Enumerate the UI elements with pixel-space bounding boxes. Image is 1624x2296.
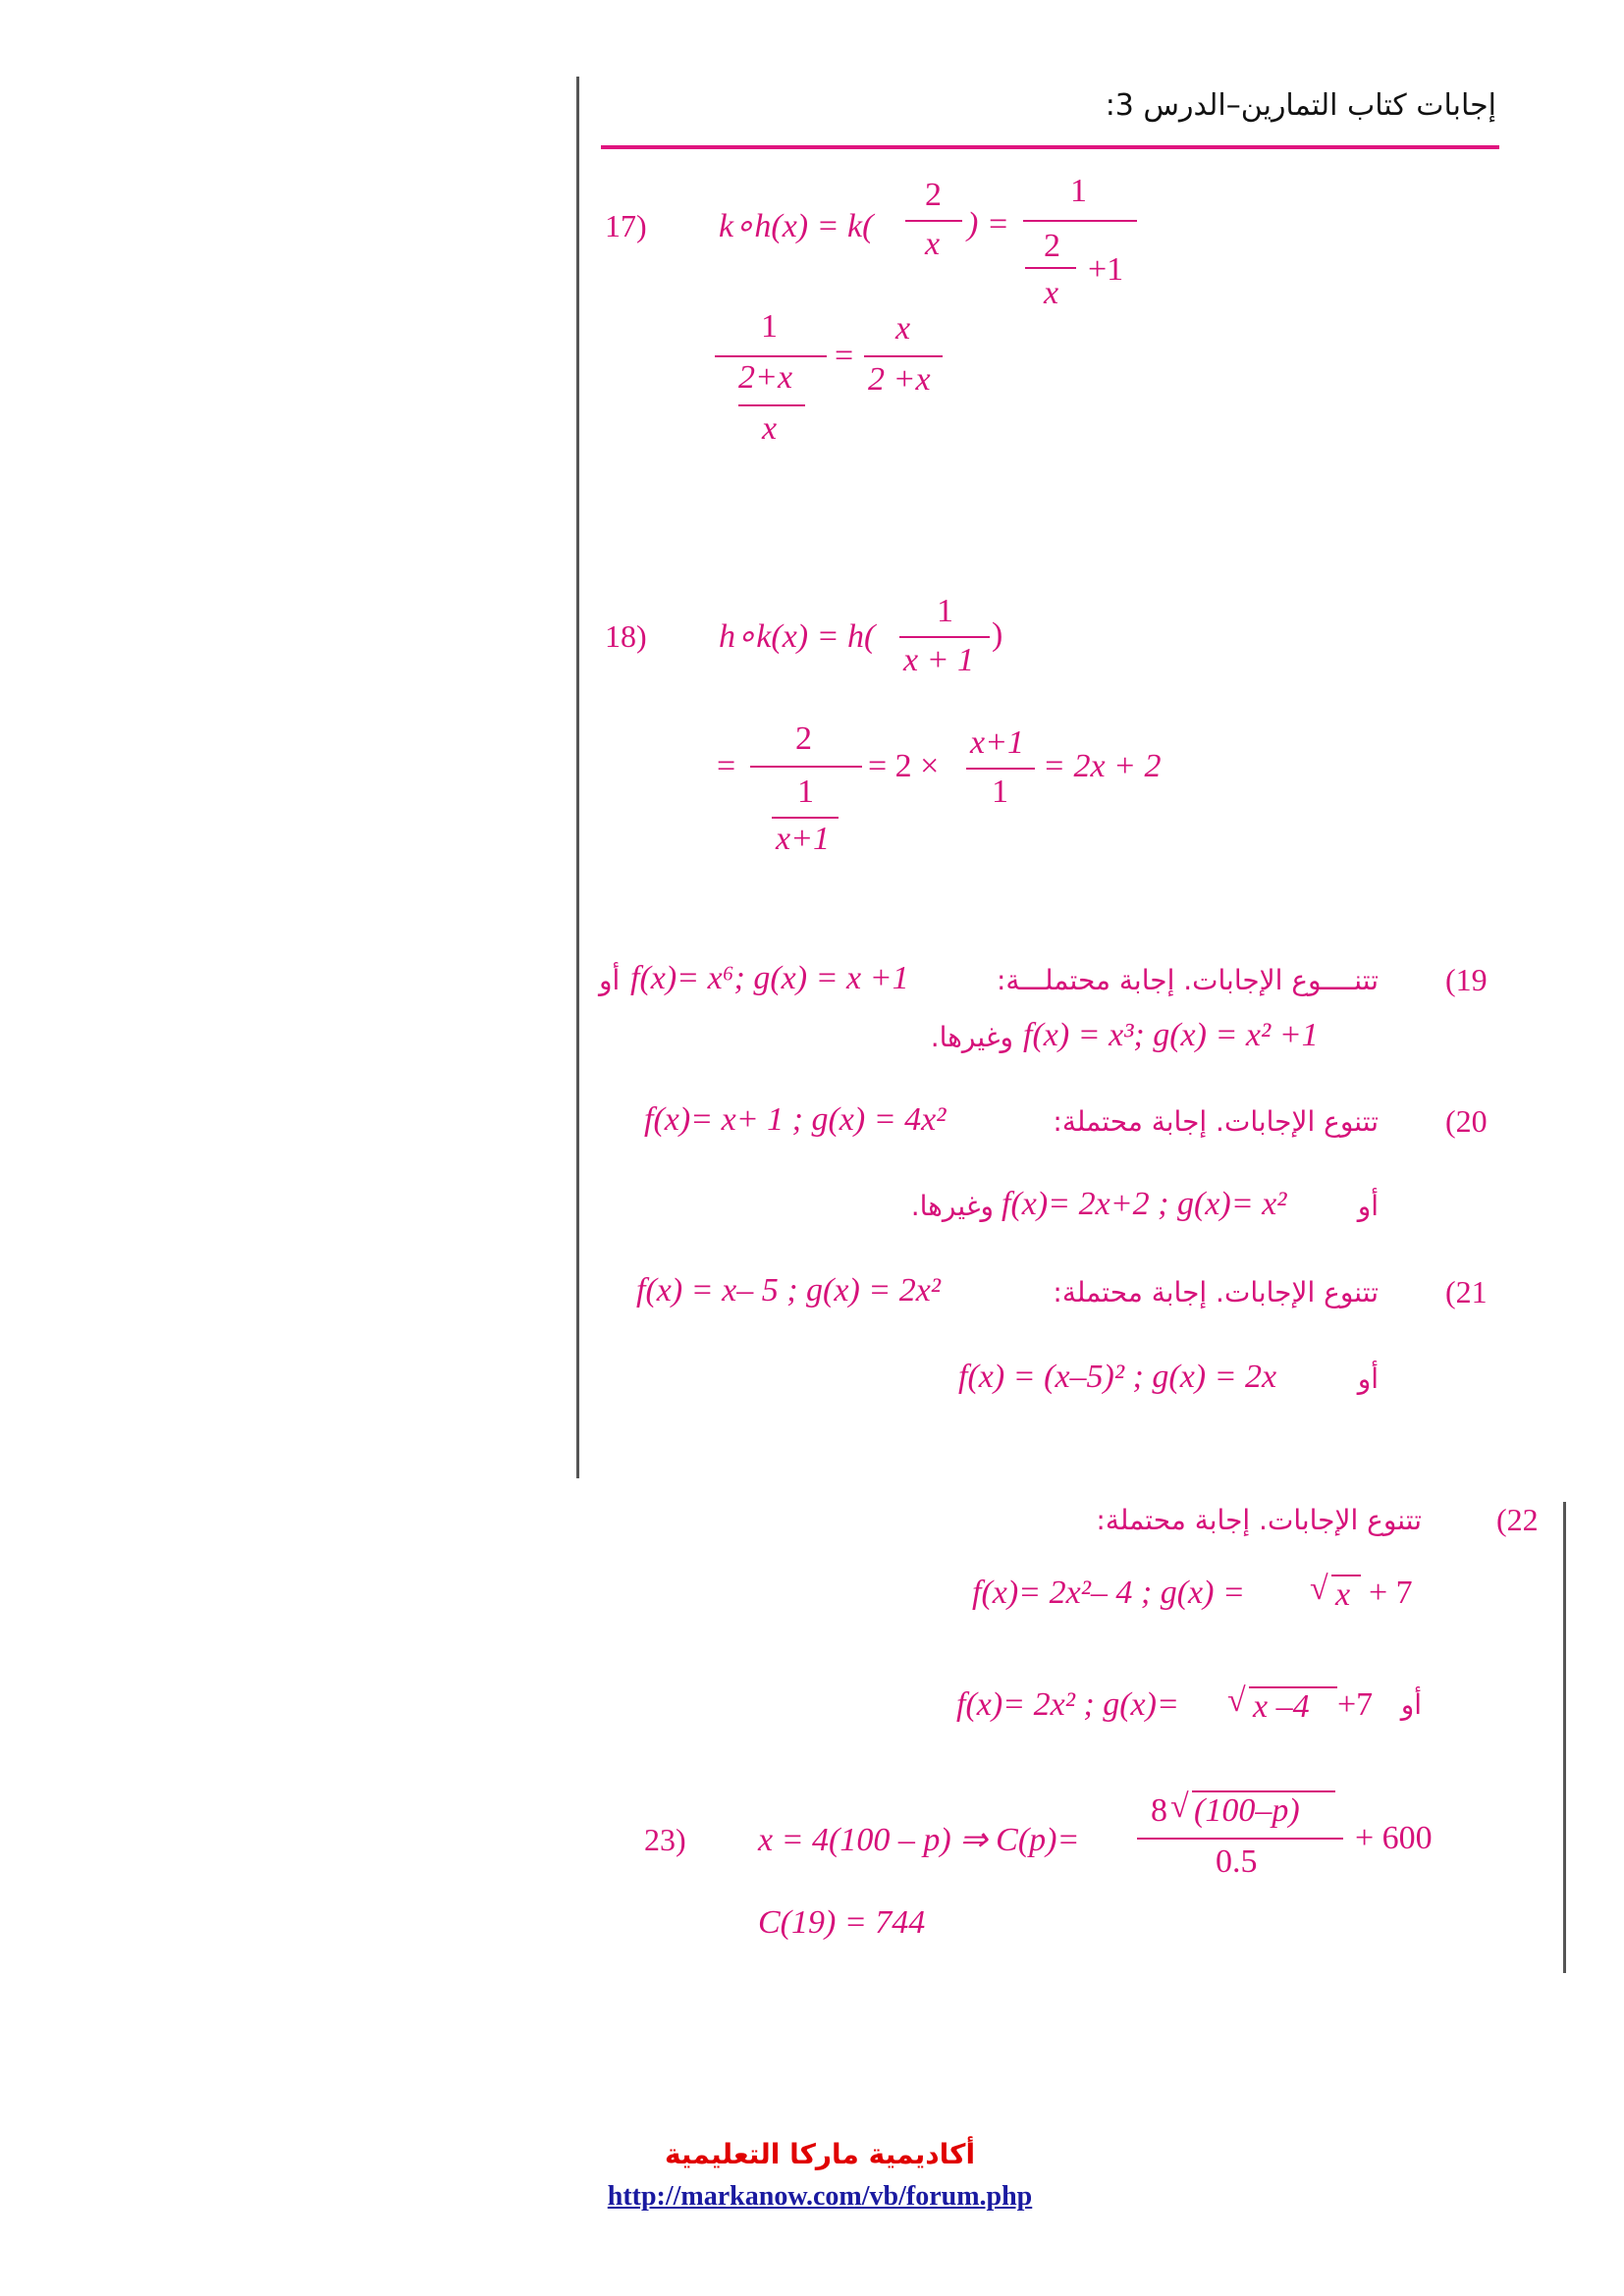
ex19-others: وغيرها. — [930, 1021, 1013, 1053]
ex18-l2-bar — [750, 766, 862, 768]
ex17-inner-den: x — [1044, 275, 1059, 311]
ex23-plus600: + 600 — [1355, 1820, 1433, 1856]
ex17-l2-inner-num: 2+x — [738, 359, 793, 396]
ex21-intro: تتنوع الإجابات. إجابة محتملة: — [1053, 1276, 1379, 1308]
ex18-l2-eq: = — [717, 748, 736, 784]
ex22-answer2: f(x)= 2x² ; g(x)= — [956, 1686, 1179, 1723]
ex18-frac-bar — [899, 636, 990, 638]
ex17-inner-bar — [1025, 267, 1076, 269]
ex22-sqrt-sign: √ — [1310, 1571, 1328, 1607]
ex23-num-coef: 8 — [1151, 1792, 1167, 1829]
ex19-or: أو — [599, 964, 621, 996]
ex19-number: (19 — [1445, 962, 1488, 997]
ex19-intro: تتنــــوع الإجابات. إجابة محتملـــة: — [996, 964, 1379, 996]
ex20-or: أو — [1357, 1190, 1379, 1222]
ex23-frac-bar — [1137, 1838, 1343, 1840]
ex22-sqrt2-sign: √ — [1227, 1682, 1246, 1719]
ex22-answer1: f(x)= 2x²– 4 ; g(x) = — [972, 1575, 1245, 1611]
ex22-plus7b: +7 — [1337, 1686, 1374, 1723]
ex22-radicand: x — [1335, 1576, 1351, 1613]
ex18-l2-mid: = 2 × — [868, 748, 940, 784]
right-column-divider — [1563, 1502, 1566, 1973]
ex23-num-sqrt: √ — [1170, 1789, 1189, 1825]
ex21-number: (21 — [1445, 1274, 1488, 1309]
ex17-l2-inner-bar — [738, 404, 805, 406]
ex17-l2-bar — [715, 355, 827, 357]
ex17-l2-num: 1 — [761, 308, 778, 345]
ex17-lhs: k∘h(x) = k( — [719, 208, 874, 244]
ex17-frac1-bar — [905, 220, 962, 222]
ex18-l2-in-num: 1 — [797, 774, 814, 810]
ex18-l2-f-den: 1 — [992, 774, 1008, 810]
ex17-l2-res-num: x — [895, 310, 911, 347]
ex18-frac-den: x + 1 — [903, 642, 975, 678]
ex17-inner-plus: +1 — [1088, 251, 1124, 288]
ex18-l2-in-den: x+1 — [776, 821, 831, 857]
ex22-or: أو — [1400, 1688, 1422, 1721]
ex17-frac1-den: x — [925, 226, 941, 262]
ex18-frac-num: 1 — [937, 593, 953, 629]
ex17-number: 17) — [605, 208, 647, 243]
ex20-others: وغيرها. — [910, 1190, 994, 1222]
footer-forum-link[interactable]: http://markanow.com/vb/forum.php — [607, 2181, 1033, 2212]
ex20-answer2: f(x)= 2x+2 ; g(x)= x² — [1001, 1186, 1287, 1222]
ex17-l2-inner-den: x — [762, 410, 778, 447]
ex20-answer1: f(x)= x+ 1 ; g(x) = 4x² — [644, 1101, 947, 1138]
ex17-l2-res-bar — [864, 355, 943, 357]
header-rule — [601, 145, 1499, 149]
ex20-number: (20 — [1445, 1103, 1488, 1139]
ex18-l2-in-bar — [772, 817, 839, 819]
ex18-l2-f-num: x+1 — [970, 724, 1025, 761]
ex23-den: 0.5 — [1216, 1843, 1258, 1880]
footer-academy-name: أكاديمية ماركا التعليمية — [664, 2138, 976, 2170]
ex19-answer1: f(x)= x⁶; g(x) = x +1 — [630, 960, 909, 996]
page-title: إجابات كتاب التمارين–الدرس 3: — [1105, 88, 1496, 123]
ex18-close: ) — [992, 616, 1003, 653]
ex22-number: (22 — [1496, 1502, 1539, 1537]
ex20-intro: تتنوع الإجابات. إجابة محتملة: — [1053, 1105, 1379, 1138]
ex23-num-radicand: (100–p) — [1194, 1792, 1300, 1829]
ex22-intro: تتنوع الإجابات. إجابة محتملة: — [1096, 1504, 1422, 1536]
ex18-number: 18) — [605, 618, 647, 654]
ex17-l2-eq: = — [835, 338, 854, 374]
ex17-l2-res-den: 2 +x — [868, 361, 931, 398]
ex17-inner-num: 2 — [1044, 228, 1060, 264]
left-column-divider — [576, 77, 579, 1478]
ex23-number: 23) — [644, 1822, 686, 1857]
ex22-plus7: + 7 — [1369, 1575, 1413, 1611]
ex18-lhs: h∘k(x) = h( — [719, 618, 876, 655]
ex19-answer2: f(x) = x³; g(x) = x² +1 — [1023, 1017, 1319, 1053]
ex18-l2-end: = 2x + 2 — [1043, 748, 1162, 784]
ex18-l2-num: 2 — [795, 721, 812, 757]
ex18-l2-f-bar — [966, 768, 1035, 770]
ex17-frac1-num: 2 — [925, 177, 942, 213]
ex17-frac2-bar — [1023, 220, 1137, 222]
ex17-close: ) = — [967, 206, 1009, 242]
ex21-answer2: f(x) = (x–5)² ; g(x) = 2x — [958, 1359, 1277, 1395]
ex21-or: أو — [1357, 1362, 1379, 1395]
ex22-radicand2: x –4 — [1253, 1688, 1310, 1725]
ex23-result: C(19) = 744 — [758, 1904, 926, 1941]
ex21-answer1: f(x) = x– 5 ; g(x) = 2x² — [636, 1272, 942, 1308]
ex17-frac2-num: 1 — [1070, 173, 1087, 209]
ex23-lhs: x = 4(100 – p) ⇒ C(p)= — [758, 1822, 1080, 1858]
